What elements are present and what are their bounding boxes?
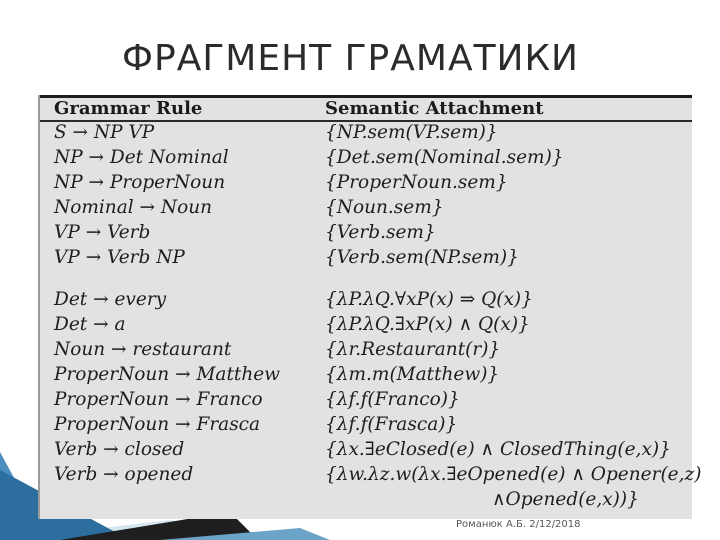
semantic-attachment: {NP.sem(VP.sem)} — [325, 122, 498, 143]
semantic-attachment: {λm.m(Matthew)} — [325, 364, 500, 385]
grammar-rule: NP → Det Nominal — [54, 147, 229, 168]
grammar-rule: ProperNoun → Matthew — [54, 364, 281, 385]
semantic-attachment: {Noun.sem} — [325, 197, 444, 218]
semantic-attachment: {ProperNoun.sem} — [325, 172, 508, 193]
grammar-rule: Det → a — [54, 314, 126, 335]
grammar-rule: NP → ProperNoun — [54, 172, 226, 193]
grammar-rule: VP → Verb NP — [54, 247, 185, 268]
semantic-attachment: {λP.λQ.∃xP(x) ∧ Q(x)} — [325, 314, 530, 335]
grammar-rule: Det → every — [54, 289, 167, 310]
semantic-attachment: {λr.Restaurant(r)} — [325, 339, 501, 360]
semantic-attachment: {Verb.sem(NP.sem)} — [325, 247, 519, 268]
semantic-attachment: {λP.λQ.∀xP(x) ⇒ Q(x)} — [325, 289, 533, 310]
grammar-rule: Verb → closed — [54, 439, 185, 460]
table-row — [40, 147, 692, 172]
grammar-table — [38, 95, 702, 519]
table-row — [40, 414, 692, 439]
table-row — [40, 247, 692, 272]
grammar-rule: Verb → opened — [54, 464, 194, 485]
slide-footer: Романюк А.Б. 2/12/2018 — [456, 519, 581, 530]
table-row — [40, 314, 692, 339]
semantic-attachment: {λf.f(Frasca)} — [325, 414, 458, 435]
table-row — [40, 439, 692, 464]
header-grammar-rule: Grammar Rule — [54, 98, 203, 119]
table-row — [40, 339, 692, 364]
grammar-rule: VP → Verb — [54, 222, 151, 243]
table-row — [40, 172, 692, 197]
table-row — [40, 197, 692, 222]
semantic-attachment-continuation: ∧Opened(e,x))} — [492, 489, 639, 510]
semantic-attachment: {Verb.sem} — [325, 222, 436, 243]
table-row — [40, 389, 692, 414]
semantic-attachment: {λw.λz.w(λx.∃eOpened(e) ∧ Opener(e,z) — [325, 464, 702, 485]
grammar-rule: S → NP VP — [54, 122, 155, 143]
table-row — [40, 464, 702, 489]
grammar-rule: Noun → restaurant — [54, 339, 232, 360]
table-row — [40, 289, 692, 314]
semantic-attachment: {Det.sem(Nominal.sem)} — [325, 147, 564, 168]
slide-title: ФРАГМЕНТ ГРАМАТИКИ — [122, 38, 579, 79]
grammar-rule: ProperNoun → Franco — [54, 389, 263, 410]
table-row — [40, 122, 692, 147]
table-row — [40, 222, 692, 247]
header-semantic-attachment: Semantic Attachment — [325, 98, 544, 119]
semantic-attachment: {λx.∃eClosed(e) ∧ ClosedThing(e,x)} — [325, 439, 671, 460]
table-row — [40, 364, 692, 389]
grammar-rule: Nominal → Noun — [54, 197, 213, 218]
grammar-rule: ProperNoun → Frasca — [54, 414, 261, 435]
semantic-attachment: {λf.f(Franco)} — [325, 389, 460, 410]
